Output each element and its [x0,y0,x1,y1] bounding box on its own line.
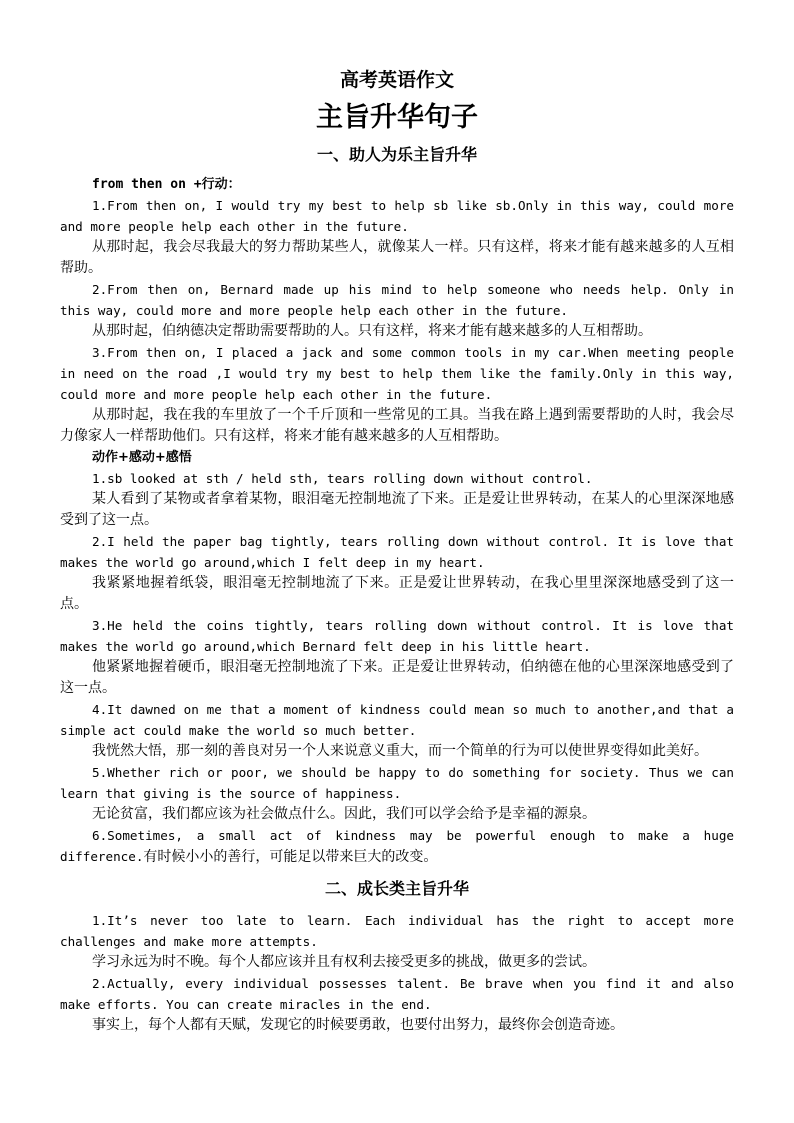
sentence-cn: 从那时起，伯纳德决定帮助需要帮助的人。只有这样，将来才能有越来越多的人互相帮助。 [92,323,652,339]
sentence-cn: 他紧紧地握着硬币，眼泪毫无控制地流了下来。正是爱让世界转动，伯纳德在他的心里深深地感受到了这一点。 [60,659,734,696]
sentence-en: 3.He held the coins tightly, tears rolling down without control. It is love that makes the world go around,which Bernard felt deep in his little heart. [60,618,734,654]
sentence-cn: 事实上，每个人都有天赋，发现它的时候要勇敢，也要付出努力，最终你会创造奇迹。 [92,1017,624,1033]
sentence-en-with-cn [60,825,734,868]
sentence-en: 3.From then on, I placed a jack and some common tools in my car.When meeting people in need on the road ,I would try my best to help them like the family.Only in this way, could more and more people help each other in the future. [60,345,734,402]
sentence-en: 2.I held the paper bag tightly, tears rolling down without control. It is love that makes the world go around,which I felt deep in my heart. [60,534,734,570]
sentence-cn: 无论贫富，我们都应该为社会做点什么。因此，我们可以学会给予是幸福的源泉。 [92,806,596,822]
sentence-en: 1.sb looked at sth / held sth, tears rolling down without control. [92,471,593,486]
sentence-cn: 某人看到了某物或者拿着某物，眼泪毫无控制地流了下来。正是爱让世界转动，在某人的心里深深地感受到了这一点。 [60,491,734,528]
sentence-en: 1.From then on, I would try my best to help sb like sb.Only in this way, could more and more people help each other in the future. [60,198,734,234]
sentence-en: 4.It dawned on me that a moment of kindness could mean so much to another,and that a simple act could make the world so much better. [60,702,734,738]
sentence-en: 1.It’s never too late to learn. Each individual has the right to accept more challenges and make more attempts. [60,913,734,949]
sentence-cn-inline: 有时候小小的善行，可能足以带来巨大的改变。 [143,849,438,865]
sentence-en-inline: 6.Sometimes, a small act of kindness may be powerful enough to make a huge difference. [60,828,734,864]
sentence-cn: 我恍然大悟，那一刻的善良对另一个人来说意义重大，而一个简单的行为可以使世界变得如此美好。 [92,743,708,759]
section-heading-growth: 二、成长类主旨升华 [324,879,469,898]
sentence-en: 2.Actually, every individual possesses talent. Be brave when you find it and also make efforts. You can create miracles in the end. [60,976,734,1012]
sentence-en: 5.Whether rich or poor, we should be happy to do something for society. Thus we can learn that giving is the source of happiness. [60,765,734,801]
sentence-cn: 我紧紧地握着纸袋，眼泪毫无控制地流了下来。正是爱让世界转动，在我心里里深深地感受到了这一点。 [60,575,734,612]
sentence-cn: 从那时起，我在我的车里放了一个千斤顶和一些常见的工具。当我在路上遇到需要帮助的人时，我会尽力像家人一样帮助他们。只有这样，将来才能有越来越多的人互相帮助。 [60,407,734,444]
sentence-cn: 学习永远为时不晚。每个人都应该并且有权利去接受更多的挑战，做更多的尝试。 [92,954,596,970]
document-subtitle: 主旨升华句子 [316,102,478,133]
sentence-en: 2.From then on, Bernard made up his mind to help someone who needs help. Only in this way, could more and more people help each other in the future. [60,282,734,318]
subhead-action-emotion: 动作+感动+感悟 [92,450,192,465]
document-title: 高考英语作文 [339,69,454,91]
section-heading-helping: 一、助人为乐主旨升华 [316,145,477,164]
subhead-from-then-on: from then on +行动： [92,177,241,192]
sentence-cn: 从那时起，我会尽我最大的努力帮助某些人，就像某人一样。只有这样，将来才能有越来越多的人互相帮助。 [60,239,734,276]
